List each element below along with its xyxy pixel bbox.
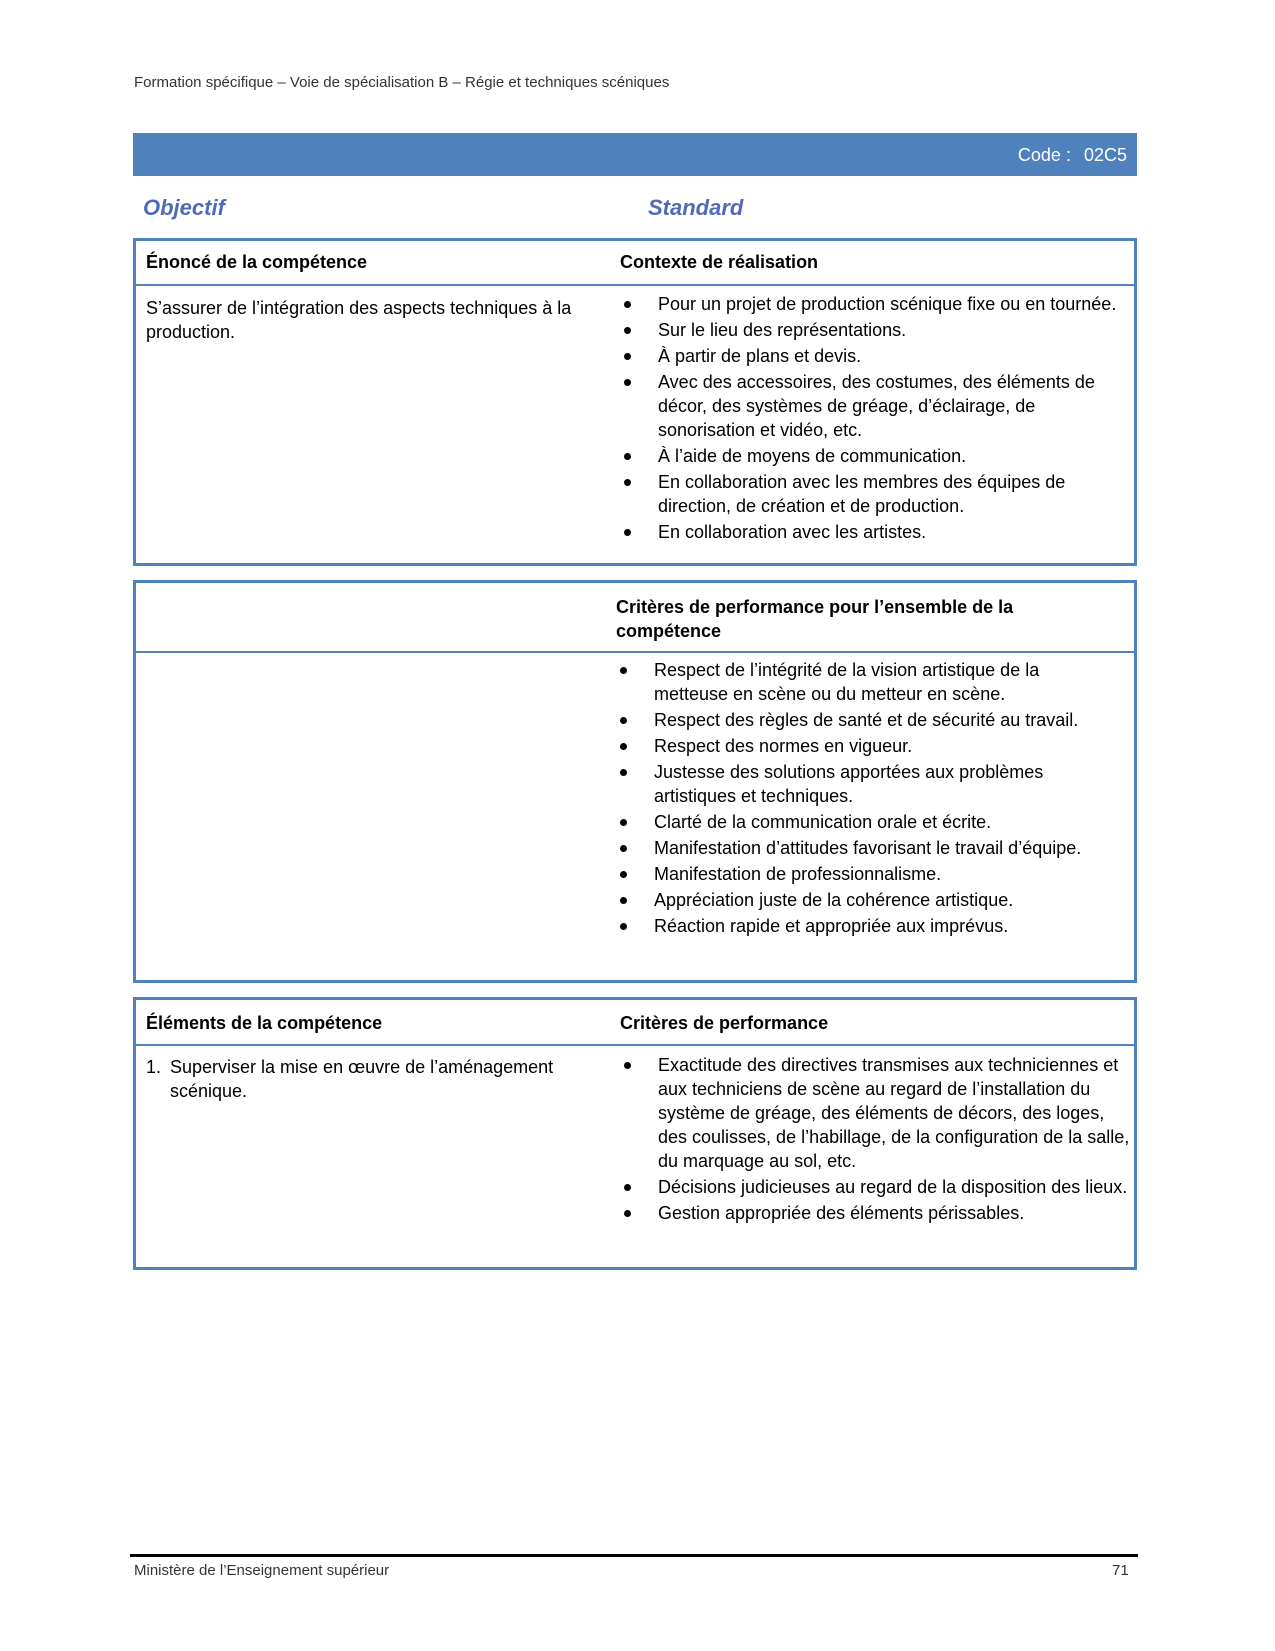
element-text: Superviser la mise en œuvre de l’aménagement scénique. (170, 1057, 554, 1101)
context-heading: Contexte de réalisation (620, 252, 819, 272)
global-criterion-item (616, 810, 1116, 834)
footer-ministry: Ministère de l’Enseignement supérieur (134, 1562, 390, 1579)
bullet-icon (624, 379, 631, 386)
global-criteria-list (616, 658, 1116, 940)
objectif-label: Objectif (143, 195, 225, 220)
context-item (620, 520, 1130, 544)
context-text: Avec des accessoires, des costumes, des éléments de décor, des systèmes de gréage, d’éclairage, de sonorisation et vidéo, etc. (658, 372, 1095, 440)
code-bar (133, 133, 1137, 176)
context-list (620, 292, 1130, 546)
bullet-icon (620, 743, 627, 750)
global-criterion-item (616, 888, 1116, 912)
context-item (620, 444, 1130, 468)
elements-criteria-table (133, 997, 1137, 1270)
global-criterion-item (616, 658, 1116, 706)
competence-context-table (133, 238, 1137, 566)
global-criterion-text: Justesse des solutions apportées aux problèmes artistiques et techniques. (654, 762, 1044, 806)
context-item (620, 344, 1130, 368)
table-header-row (136, 1000, 1134, 1046)
global-criterion-text: Appréciation juste de la cohérence artistique. (654, 890, 1014, 910)
global-criterion-item (616, 914, 1116, 938)
context-item (620, 470, 1130, 518)
footer-rule (130, 1554, 1138, 1557)
standard-label: Standard (648, 195, 744, 220)
criterion-item (620, 1053, 1130, 1173)
global-criterion-text: Manifestation de professionnalisme. (654, 864, 942, 884)
page-number: 71 (1112, 1562, 1129, 1579)
bullet-icon (624, 327, 631, 334)
global-criteria-heading: Critères de performance pour l’ensemble de la compétence (616, 597, 1014, 641)
global-criterion-text: Manifestation d’attitudes favorisant le travail d’équipe. (654, 838, 1082, 858)
table-header-row (136, 583, 1134, 653)
global-criterion-text: Respect de l’intégrité de la vision artistique de la metteuse en scène ou du metteur en scène. (654, 660, 1040, 704)
competency-code (1010, 145, 1127, 166)
element-criteria-list (620, 1053, 1130, 1227)
table-header-row (136, 241, 1134, 286)
code-value: 02C5 (1083, 145, 1127, 165)
bullet-icon (624, 1062, 631, 1069)
criteria-heading: Critères de performance (620, 1013, 829, 1033)
global-criterion-item (616, 734, 1116, 758)
bullet-icon (620, 845, 627, 852)
bullet-icon (624, 479, 631, 486)
criterion-item (620, 1201, 1130, 1225)
context-item (620, 318, 1130, 342)
criterion-text: Décisions judicieuses au regard de la disposition des lieux. (658, 1177, 1128, 1197)
bullet-icon (620, 667, 627, 674)
criterion-item (620, 1175, 1130, 1199)
bullet-icon (624, 301, 631, 308)
competence-statement: S’assurer de l’intégration des aspects techniques à la production. (146, 298, 572, 342)
context-text: En collaboration avec les artistes. (658, 522, 927, 542)
context-item (620, 292, 1130, 316)
bullet-icon (620, 897, 627, 904)
context-text: À partir de plans et devis. (658, 346, 862, 366)
bullet-icon (624, 453, 631, 460)
element-number: 1. (146, 1057, 162, 1077)
global-criteria-table (133, 580, 1137, 983)
context-text: Sur le lieu des représentations. (658, 320, 907, 340)
elements-heading: Éléments de la compétence (146, 1013, 383, 1033)
global-criterion-item (616, 862, 1116, 886)
bullet-icon (620, 717, 627, 724)
bullet-icon (624, 1210, 631, 1217)
context-text: À l’aide de moyens de communication. (658, 446, 967, 466)
bullet-icon (620, 871, 627, 878)
running-header: Formation spécifique – Voie de spécialisation B – Régie et techniques scéniques (134, 74, 670, 91)
context-item (620, 370, 1130, 442)
context-text: Pour un projet de production scénique fixe ou en tournée. (658, 294, 1117, 314)
bullet-icon (624, 529, 631, 536)
global-criterion-item (616, 708, 1116, 732)
competence-element (146, 1055, 616, 1103)
statement-heading: Énoncé de la compétence (146, 252, 368, 272)
global-criterion-text: Respect des normes en vigueur. (654, 736, 913, 756)
global-criterion-text: Respect des règles de santé et de sécurité au travail. (654, 710, 1079, 730)
bullet-icon (624, 353, 631, 360)
global-criterion-item (616, 836, 1116, 860)
code-label: Code : (1017, 145, 1071, 165)
global-criterion-text: Réaction rapide et appropriée aux imprévus. (654, 916, 1009, 936)
criterion-text: Gestion appropriée des éléments périssables. (658, 1203, 1025, 1223)
bullet-icon (624, 1184, 631, 1191)
bullet-icon (620, 923, 627, 930)
bullet-icon (620, 769, 627, 776)
context-text: En collaboration avec les membres des équipes de direction, de création et de production. (658, 472, 1066, 516)
global-criterion-item (616, 760, 1116, 808)
global-criterion-text: Clarté de la communication orale et écrite. (654, 812, 992, 832)
bullet-icon (620, 819, 627, 826)
criterion-text: Exactitude des directives transmises aux techniciennes et aux techniciens de scène au regard de l’installation du système de gréage, des éléments de décors, des loges, des coulisses, de l’habillage, de la configuration de la salle, du marquage au sol, etc. (658, 1055, 1130, 1171)
